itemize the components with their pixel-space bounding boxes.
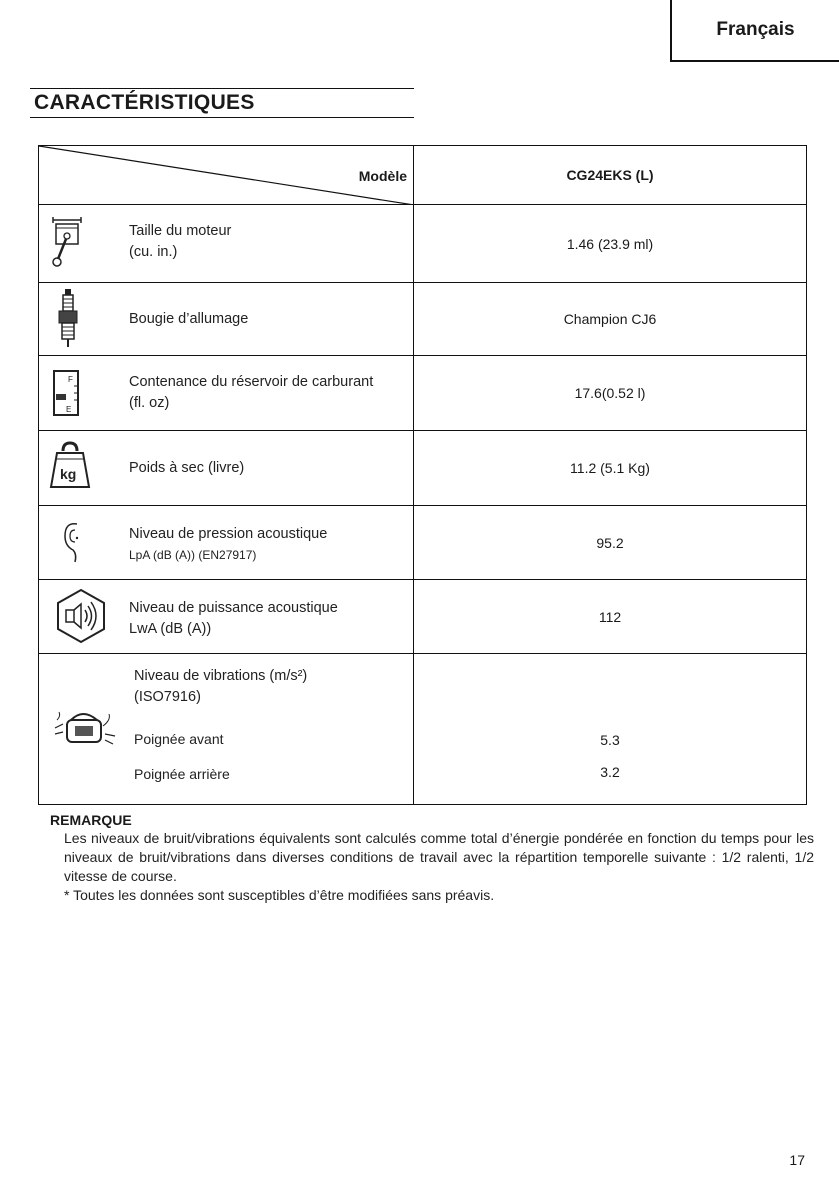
table-row — [39, 580, 806, 654]
section-title: CARACTÉRISTIQUES — [34, 91, 255, 114]
model-label: Modèle — [358, 168, 407, 184]
row-value: 112 — [598, 608, 622, 625]
row-label: Bougie d’allumage — [129, 311, 249, 327]
ear-icon — [61, 520, 83, 564]
table-row — [39, 506, 806, 580]
row-label: Poids à sec (livre) — [129, 460, 245, 476]
row-label: Niveau de pression acoustique LpA (dB (A)) (EN27917) — [129, 526, 328, 562]
row-value: Champion CJ6 — [563, 311, 657, 327]
spec-table — [38, 145, 807, 805]
fuel-gauge-icon — [53, 370, 79, 416]
table-row — [39, 654, 806, 804]
note-paragraph: Les niveaux de bruit/vibrations équivalents sont calculés comme total d’énergie pondérée en fonction du temps pour les niveaux de bruit/vibrations dans diverses conditions de travail avec la répartition temporelle suivante : 1/2 ralenti, 1/2 vitesse de course. — [64, 830, 814, 884]
page-number: 17 — [789, 1152, 805, 1168]
table-row — [39, 205, 806, 283]
vibration-tool-icon — [53, 706, 117, 746]
model-label-cell — [39, 146, 414, 204]
svg-text:kg: kg — [60, 466, 77, 482]
table-row — [39, 356, 806, 431]
row-value: 95.2 — [596, 534, 624, 551]
language-label: Français — [716, 19, 795, 40]
rear-handle-label: Poignée arrière — [134, 766, 230, 782]
model-value-cell — [414, 146, 806, 204]
sound-power-icon — [53, 588, 109, 644]
note-title: REMARQUE — [50, 812, 132, 828]
row-value: 11.2 (5.1 Kg) — [570, 460, 650, 476]
row-value: 17.6(0.52 l) — [574, 385, 646, 401]
row-value: 1.46 (23.9 ml) — [566, 235, 654, 252]
row-label: Contenance du réservoir de carburant (fl. oz) — [129, 374, 374, 411]
rear-handle-value: 3.2 — [600, 764, 620, 780]
engine-piston-icon — [49, 217, 85, 269]
table-row — [39, 283, 806, 356]
row-label: Taille du moteur (cu. in.) — [129, 223, 232, 260]
note-footnote: * Toutes les données sont susceptibles d’être modifiées sans préavis. — [64, 887, 495, 903]
table-row — [39, 431, 806, 506]
model-value: CG24EKS (L) — [566, 167, 654, 183]
weight-kg-icon — [49, 441, 91, 491]
row-label: Niveau de puissance acoustique LwA (dB (A)) — [129, 600, 338, 637]
spark-plug-icon — [57, 289, 79, 351]
front-handle-label: Poignée avant — [134, 731, 224, 747]
note-body — [64, 829, 814, 905]
vibration-label: Niveau de vibrations (m/s²) (ISO7916) — [134, 668, 308, 705]
table-header-row — [39, 146, 806, 205]
language-tab — [670, 0, 839, 62]
svg-text:F: F — [68, 375, 73, 384]
front-handle-value: 5.3 — [600, 732, 620, 748]
diagonal-divider — [39, 146, 414, 205]
section-title-bar — [30, 88, 414, 118]
svg-text:E: E — [66, 405, 72, 414]
